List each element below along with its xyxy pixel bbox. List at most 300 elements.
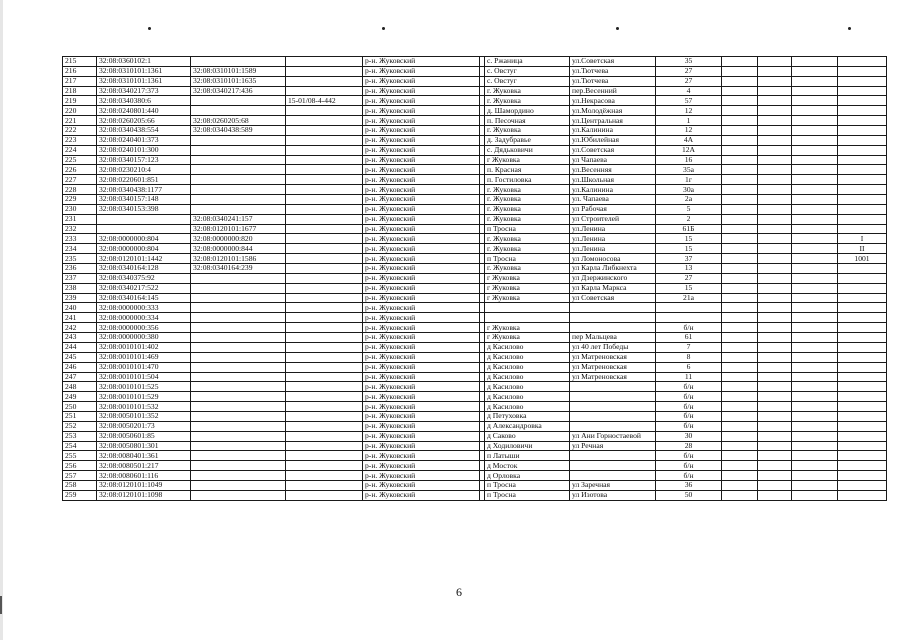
room-number-cell — [838, 362, 887, 372]
col-12-cell — [792, 421, 838, 431]
house-number-cell: 28 — [656, 441, 722, 451]
street-cell: ул.Советская — [570, 145, 656, 155]
table-row — [63, 195, 887, 205]
registration-number-cell — [286, 323, 363, 333]
col-12-cell — [792, 392, 838, 402]
row-number-cell: 231 — [63, 214, 97, 224]
house-number-cell: 5 — [656, 204, 722, 214]
col-10-cell — [722, 195, 758, 205]
street-cell: ул Заречная — [570, 480, 656, 490]
room-number-cell — [838, 116, 887, 126]
col-12-cell — [792, 126, 838, 136]
district-cell: р-н. Жуковский — [363, 333, 480, 343]
settlement-cell: г Жуковка — [485, 155, 570, 165]
col-10-cell — [722, 135, 758, 145]
registration-number-cell — [286, 490, 363, 500]
col-12-cell — [792, 323, 838, 333]
table-row — [63, 135, 887, 145]
room-number-cell — [838, 66, 887, 76]
table-row — [63, 66, 887, 76]
cadastral-number-cell: 32:08:0080601:116 — [97, 471, 191, 481]
table-row — [63, 323, 887, 333]
parcel-number-cell: 32:08:0340438:589 — [191, 126, 286, 136]
table-row — [63, 382, 887, 392]
row-number-cell: 244 — [63, 342, 97, 352]
registration-number-cell — [286, 155, 363, 165]
registration-number-cell — [286, 461, 363, 471]
room-number-cell — [838, 57, 887, 67]
district-cell: р-н. Жуковский — [363, 165, 480, 175]
street-cell: ул.Школьная — [570, 175, 656, 185]
col-12-cell — [792, 303, 838, 313]
street-cell: ул.Весенняя — [570, 165, 656, 175]
room-number-cell — [838, 372, 887, 382]
col-10-cell — [722, 382, 758, 392]
table-row — [63, 76, 887, 86]
row-number-cell: 238 — [63, 283, 97, 293]
row-number-cell: 259 — [63, 490, 97, 500]
street-cell: ул Речная — [570, 441, 656, 451]
table-row — [63, 254, 887, 264]
col-10-cell — [722, 323, 758, 333]
col-11-cell — [758, 224, 792, 234]
parcel-number-cell — [191, 293, 286, 303]
house-number-cell: 4А — [656, 135, 722, 145]
col-11-cell — [758, 106, 792, 116]
col-11-cell — [758, 313, 792, 323]
col-12-cell — [792, 165, 838, 175]
col-11-cell — [758, 372, 792, 382]
row-number-cell: 251 — [63, 411, 97, 421]
parcel-number-cell — [191, 96, 286, 106]
parcel-number-cell — [191, 451, 286, 461]
row-number-cell: 249 — [63, 392, 97, 402]
table-row — [63, 392, 887, 402]
settlement-cell: г Жуковка — [485, 273, 570, 283]
room-number-cell — [838, 461, 887, 471]
district-cell: р-н. Жуковский — [363, 490, 480, 500]
col-11-cell — [758, 293, 792, 303]
col-11-cell — [758, 382, 792, 392]
room-number-cell: II — [838, 244, 887, 254]
house-number-cell: б/н — [656, 382, 722, 392]
house-number-cell: б/н — [656, 421, 722, 431]
parcel-number-cell — [191, 204, 286, 214]
settlement-cell: д Орловка — [485, 471, 570, 481]
row-number-cell: 245 — [63, 352, 97, 362]
header-dot — [382, 27, 385, 30]
settlement-cell: д Касилово — [485, 402, 570, 412]
row-number-cell: 236 — [63, 264, 97, 274]
settlement-cell — [485, 303, 570, 313]
col-10-cell — [722, 303, 758, 313]
street-cell: ул. Чапаева — [570, 195, 656, 205]
col-11-cell — [758, 461, 792, 471]
row-number-cell: 254 — [63, 441, 97, 451]
settlement-cell: д Касилово — [485, 382, 570, 392]
house-number-cell: 21а — [656, 293, 722, 303]
district-cell: р-н. Жуковский — [363, 135, 480, 145]
cadastral-number-cell: 32:08:0340217:373 — [97, 86, 191, 96]
table-row — [63, 372, 887, 382]
table-row — [63, 175, 887, 185]
cadastral-number-cell: 32:08:0220601:851 — [97, 175, 191, 185]
col-11-cell — [758, 411, 792, 421]
room-number-cell — [838, 392, 887, 402]
district-cell: р-н. Жуковский — [363, 461, 480, 471]
col-12-cell — [792, 86, 838, 96]
col-12-cell — [792, 224, 838, 234]
col-10-cell — [722, 431, 758, 441]
row-number-cell: 240 — [63, 303, 97, 313]
table-row — [63, 352, 887, 362]
room-number-cell — [838, 382, 887, 392]
col-12-cell — [792, 461, 838, 471]
row-number-cell: 218 — [63, 86, 97, 96]
col-11-cell — [758, 175, 792, 185]
house-number-cell: б/н — [656, 461, 722, 471]
room-number-cell — [838, 185, 887, 195]
street-cell: пер.Весенний — [570, 86, 656, 96]
registration-number-cell — [286, 313, 363, 323]
registration-number-cell — [286, 451, 363, 461]
district-cell: р-н. Жуковский — [363, 96, 480, 106]
cadastral-number-cell: 32:08:0230210:4 — [97, 165, 191, 175]
registration-number-cell — [286, 264, 363, 274]
settlement-cell: г Жуковка — [485, 323, 570, 333]
table-row — [63, 244, 887, 254]
parcel-number-cell — [191, 362, 286, 372]
col-10-cell — [722, 185, 758, 195]
table-row — [63, 126, 887, 136]
parcel-number-cell: 32:08:0000000:844 — [191, 244, 286, 254]
registration-number-cell — [286, 57, 363, 67]
registration-number-cell — [286, 234, 363, 244]
col-12-cell — [792, 441, 838, 451]
col-10-cell — [722, 293, 758, 303]
room-number-cell — [838, 155, 887, 165]
col-11-cell — [758, 431, 792, 441]
parcel-number-cell — [191, 431, 286, 441]
col-11-cell — [758, 155, 792, 165]
settlement-cell: с. Овстуг — [485, 66, 570, 76]
parcel-number-cell — [191, 323, 286, 333]
parcel-number-cell — [191, 155, 286, 165]
row-number-cell: 256 — [63, 461, 97, 471]
row-number-cell: 242 — [63, 323, 97, 333]
table-row — [63, 411, 887, 421]
parcel-number-cell — [191, 342, 286, 352]
cadastral-number-cell: 32:08:0050601:85 — [97, 431, 191, 441]
settlement-cell: г. Жуковка — [485, 214, 570, 224]
col-11-cell — [758, 392, 792, 402]
parcel-number-cell: 32:08:0120101:1677 — [191, 224, 286, 234]
room-number-cell: I — [838, 234, 887, 244]
table-row — [63, 402, 887, 412]
district-cell: р-н. Жуковский — [363, 224, 480, 234]
col-10-cell — [722, 421, 758, 431]
street-cell: ул Советская — [570, 293, 656, 303]
registration-number-cell — [286, 421, 363, 431]
district-cell: р-н. Жуковский — [363, 382, 480, 392]
parcel-number-cell: 32:08:0000000:820 — [191, 234, 286, 244]
col-10-cell — [722, 490, 758, 500]
room-number-cell — [838, 195, 887, 205]
row-number-cell: 248 — [63, 382, 97, 392]
row-number-cell: 228 — [63, 185, 97, 195]
registration-number-cell — [286, 392, 363, 402]
district-cell: р-н. Жуковский — [363, 303, 480, 313]
room-number-cell — [838, 106, 887, 116]
col-11-cell — [758, 204, 792, 214]
col-11-cell — [758, 66, 792, 76]
district-cell: р-н. Жуковский — [363, 116, 480, 126]
district-cell: р-н. Жуковский — [363, 273, 480, 283]
district-cell: р-н. Жуковский — [363, 441, 480, 451]
registration-number-cell — [286, 224, 363, 234]
row-number-cell: 232 — [63, 224, 97, 234]
parcel-number-cell: 32:08:0120101:1586 — [191, 254, 286, 264]
house-number-cell: 27 — [656, 76, 722, 86]
header-dot — [616, 27, 619, 30]
table-row — [63, 224, 887, 234]
district-cell: р-н. Жуковский — [363, 204, 480, 214]
row-number-cell: 234 — [63, 244, 97, 254]
parcel-number-cell — [191, 313, 286, 323]
parcel-number-cell: 32:08:0310101:1589 — [191, 66, 286, 76]
parcel-number-cell — [191, 175, 286, 185]
col-11-cell — [758, 480, 792, 490]
cadastral-number-cell: 32:08:0050201:73 — [97, 421, 191, 431]
registration-number-cell: 15-01/08-4-442 — [286, 96, 363, 106]
cadastral-number-cell: 32:08:0310101:1361 — [97, 76, 191, 86]
parcel-number-cell: 32:08:0260205:68 — [191, 116, 286, 126]
col-12-cell — [792, 293, 838, 303]
col-10-cell — [722, 234, 758, 244]
col-12-cell — [792, 362, 838, 372]
col-12-cell — [792, 175, 838, 185]
col-12-cell — [792, 382, 838, 392]
table-row — [63, 145, 887, 155]
registration-number-cell — [286, 342, 363, 352]
table-row — [63, 490, 887, 500]
street-cell: пер Мальцева — [570, 333, 656, 343]
settlement-cell: д Саково — [485, 431, 570, 441]
settlement-cell: д Александровка — [485, 421, 570, 431]
register-body — [63, 57, 887, 501]
house-number-cell: 13 — [656, 264, 722, 274]
col-11-cell — [758, 283, 792, 293]
district-cell: р-н. Жуковский — [363, 145, 480, 155]
room-number-cell — [838, 333, 887, 343]
registration-number-cell — [286, 411, 363, 421]
settlement-cell: г. Жуковка — [485, 234, 570, 244]
street-cell: ул Чапаева — [570, 155, 656, 165]
parcel-number-cell — [191, 185, 286, 195]
settlement-cell: п. Песочная — [485, 116, 570, 126]
settlement-cell: д Ходиловичи — [485, 441, 570, 451]
row-number-cell: 243 — [63, 333, 97, 343]
registration-number-cell — [286, 372, 363, 382]
col-11-cell — [758, 471, 792, 481]
street-cell: ул.Советская — [570, 57, 656, 67]
registration-number-cell — [286, 244, 363, 254]
house-number-cell — [656, 303, 722, 313]
col-11-cell — [758, 214, 792, 224]
street-cell: ул.Молодёжная — [570, 106, 656, 116]
cadastral-number-cell: 32:08:0050101:352 — [97, 411, 191, 421]
parcel-number-cell — [191, 441, 286, 451]
parcel-number-cell — [191, 135, 286, 145]
room-number-cell: 1001 — [838, 254, 887, 264]
district-cell: р-н. Жуковский — [363, 431, 480, 441]
col-12-cell — [792, 244, 838, 254]
house-number-cell: 2а — [656, 195, 722, 205]
col-10-cell — [722, 57, 758, 67]
district-cell: р-н. Жуковский — [363, 155, 480, 165]
house-number-cell: 1 — [656, 116, 722, 126]
settlement-cell: д Касилово — [485, 342, 570, 352]
header-dot — [848, 27, 851, 30]
house-number-cell: 27 — [656, 273, 722, 283]
settlement-cell: п. Красная — [485, 165, 570, 175]
registration-number-cell — [286, 480, 363, 490]
room-number-cell — [838, 214, 887, 224]
settlement-cell: п. Гостиловка — [485, 175, 570, 185]
cadastral-number-cell: 32:08:0010101:469 — [97, 352, 191, 362]
cadastral-number-cell: 32:08:0010101:525 — [97, 382, 191, 392]
settlement-cell: г. Жуковка — [485, 264, 570, 274]
street-cell — [570, 323, 656, 333]
street-cell — [570, 421, 656, 431]
parcel-number-cell — [191, 480, 286, 490]
parcel-number-cell — [191, 471, 286, 481]
registration-number-cell — [286, 86, 363, 96]
col-12-cell — [792, 106, 838, 116]
house-number-cell: 4 — [656, 86, 722, 96]
settlement-cell: п Тросна — [485, 490, 570, 500]
table-row — [63, 214, 887, 224]
row-number-cell: 226 — [63, 165, 97, 175]
settlement-cell: г. Жуковка — [485, 96, 570, 106]
room-number-cell — [838, 224, 887, 234]
settlement-cell — [485, 313, 570, 323]
table-row — [63, 342, 887, 352]
col-10-cell — [722, 145, 758, 155]
parcel-number-cell — [191, 402, 286, 412]
col-11-cell — [758, 352, 792, 362]
street-cell: ул.Юбилейная — [570, 135, 656, 145]
room-number-cell — [838, 490, 887, 500]
street-cell — [570, 461, 656, 471]
col-12-cell — [792, 66, 838, 76]
house-number-cell: 35а — [656, 165, 722, 175]
col-12-cell — [792, 451, 838, 461]
room-number-cell — [838, 441, 887, 451]
street-cell: ул.Тютчева — [570, 76, 656, 86]
room-number-cell — [838, 264, 887, 274]
cadastral-number-cell: 32:08:0080401:361 — [97, 451, 191, 461]
district-cell: р-н. Жуковский — [363, 283, 480, 293]
page-number: 6 — [456, 585, 462, 599]
table-row — [63, 165, 887, 175]
table-row — [63, 293, 887, 303]
row-number-cell: 229 — [63, 195, 97, 205]
header-dot — [148, 27, 151, 30]
col-11-cell — [758, 145, 792, 155]
col-12-cell — [792, 195, 838, 205]
cadastral-number-cell: 32:08:0000000:804 — [97, 234, 191, 244]
col-12-cell — [792, 264, 838, 274]
district-cell: р-н. Жуковский — [363, 66, 480, 76]
room-number-cell — [838, 471, 887, 481]
cadastral-number-cell: 32:08:0340157:123 — [97, 155, 191, 165]
cadastral-number-cell: 32:08:0010101:470 — [97, 362, 191, 372]
district-cell: р-н. Жуковский — [363, 402, 480, 412]
house-number-cell: 57 — [656, 96, 722, 106]
room-number-cell — [838, 421, 887, 431]
col-11-cell — [758, 244, 792, 254]
col-12-cell — [792, 342, 838, 352]
room-number-cell — [838, 175, 887, 185]
col-12-cell — [792, 313, 838, 323]
col-10-cell — [722, 224, 758, 234]
row-number-cell: 230 — [63, 204, 97, 214]
table-row — [63, 480, 887, 490]
settlement-cell: г. Жуковка — [485, 204, 570, 214]
table-row — [63, 431, 887, 441]
cadastral-number-cell: 32:08:0310101:1361 — [97, 66, 191, 76]
district-cell: р-н. Жуковский — [363, 471, 480, 481]
district-cell: р-н. Жуковский — [363, 244, 480, 254]
row-number-cell: 224 — [63, 145, 97, 155]
district-cell: р-н. Жуковский — [363, 352, 480, 362]
parcel-number-cell — [191, 106, 286, 116]
col-11-cell — [758, 323, 792, 333]
house-number-cell: 15 — [656, 283, 722, 293]
cadastral-number-cell: 32:08:0340380:6 — [97, 96, 191, 106]
house-number-cell: 15 — [656, 234, 722, 244]
col-10-cell — [722, 86, 758, 96]
registration-number-cell — [286, 116, 363, 126]
settlement-cell: д. Задубравье — [485, 135, 570, 145]
registration-number-cell — [286, 165, 363, 175]
room-number-cell — [838, 303, 887, 313]
settlement-cell: д Касилово — [485, 392, 570, 402]
col-11-cell — [758, 303, 792, 313]
row-number-cell: 237 — [63, 273, 97, 283]
house-number-cell: 1г — [656, 175, 722, 185]
table-row — [63, 185, 887, 195]
street-cell: ул.Калинина — [570, 126, 656, 136]
house-number-cell: б/н — [656, 392, 722, 402]
settlement-cell: г. Жуковка — [485, 86, 570, 96]
district-cell: р-н. Жуковский — [363, 254, 480, 264]
house-number-cell: 8 — [656, 352, 722, 362]
row-number-cell: 223 — [63, 135, 97, 145]
cadastral-number-cell: 32:08:0010101:504 — [97, 372, 191, 382]
house-number-cell: 61 — [656, 333, 722, 343]
parcel-number-cell — [191, 372, 286, 382]
district-cell: р-н. Жуковский — [363, 451, 480, 461]
street-cell: ул.Ленина — [570, 234, 656, 244]
col-10-cell — [722, 441, 758, 451]
col-10-cell — [722, 451, 758, 461]
parcel-number-cell — [191, 352, 286, 362]
street-cell: ул Матреновская — [570, 362, 656, 372]
cadastral-number-cell: 32:08:0340438:1177 — [97, 185, 191, 195]
settlement-cell: п Тросна — [485, 254, 570, 264]
